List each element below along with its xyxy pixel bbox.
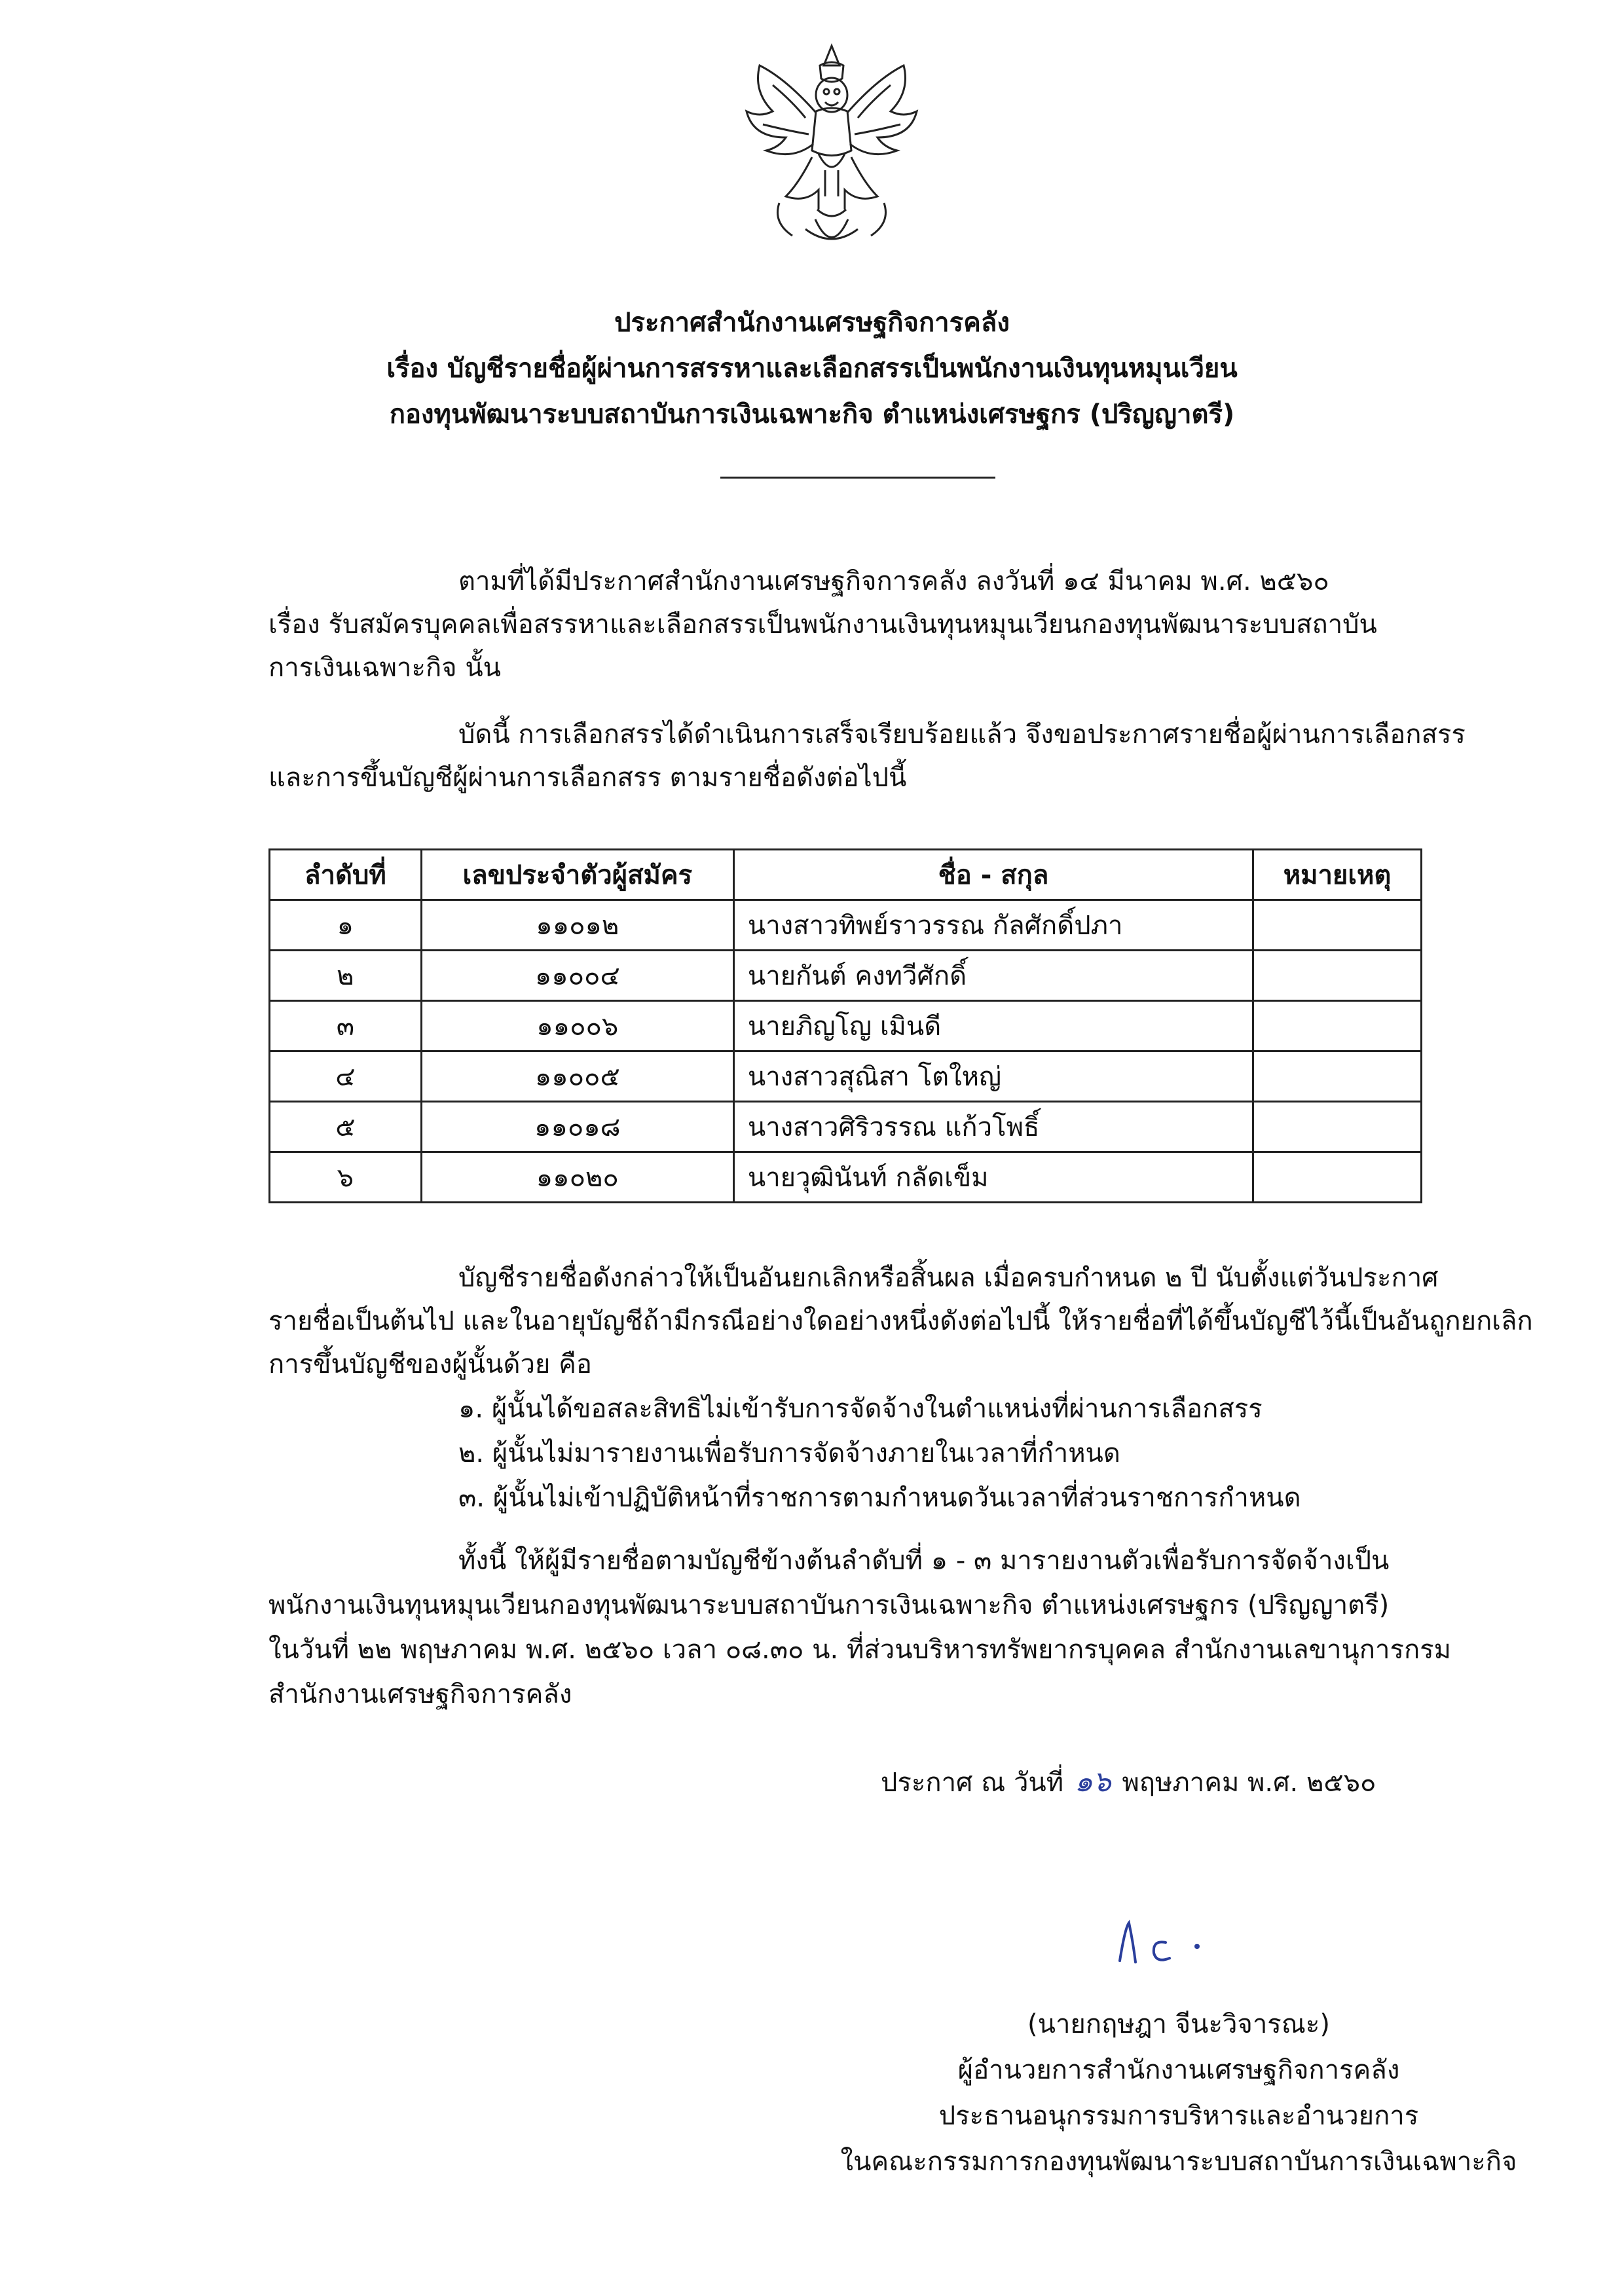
signatory-title-3: ในคณะกรรมการกองทุนพัฒนาระบบสถาบันการเงินเฉพาะกิจ <box>840 2147 1517 2177</box>
table-row <box>270 1152 1422 1203</box>
condition-line-1: บัญชีรายชื่อดังกล่าวให้เป็นอันยกเลิกหรือสิ้นผล เมื่อครบกำหนด ๒ ปี นับตั้งแต่วันประกาศ <box>458 1263 1439 1293</box>
row-remark <box>1253 951 1422 1001</box>
row-full-name: นางสาวทิพย์ราวรรณ กัลศักดิ์ปภา <box>733 900 1253 951</box>
condition-line-2: รายชื่อเป็นต้นไป และในอายุบัญชีถ้ามีกรณีอย่างใดอย่างหนึ่งดังต่อไปนี้ ให้รายชื่อที่ได้ขึ้นบัญชีไว้นี้เป็นอันถูกยกเลิก <box>268 1306 1533 1336</box>
intro-line-2: เรื่อง รับสมัครบุคคลเพื่อสรรหาและเลือกสรรเป็นพนักงานเงินทุนหมุนเวียนกองทุนพัฒนาระบบสถาบัน <box>268 610 1377 640</box>
row-full-name: นายภิญโญ เมินดี <box>733 1001 1253 1051</box>
announce-day: ๑๖ <box>1074 1765 1111 1798</box>
condition-item-1: ๑. ผู้นั้นได้ขอสละสิทธิไม่เข้ารับการจัดจ้างในตำแหน่งที่ผ่านการเลือกสรร <box>458 1394 1263 1424</box>
garuda-emblem-icon <box>733 39 930 255</box>
row-order: ๓ <box>270 1001 422 1051</box>
row-full-name: นายวุฒินันท์ กลัดเข็ม <box>733 1152 1253 1203</box>
condition-item-3: ๓. ผู้นั้นไม่เข้าปฏิบัติหน้าที่ราชการตามกำหนดวันเวลาที่ส่วนราชการกำหนด <box>458 1483 1301 1513</box>
header-order: ลำดับที่ <box>270 850 422 900</box>
row-remark <box>1253 1001 1422 1051</box>
heading-line-2: เรื่อง บัญชีรายชื่อผู้ผ่านการสรรหาและเลือกสรรเป็นพนักงานเงินทุนหมุนเวียน <box>386 354 1238 384</box>
row-remark <box>1253 1152 1422 1203</box>
announce-prefix: ประกาศ ณ วันที่ <box>881 1768 1064 1798</box>
announce-suffix: พฤษภาคม พ.ศ. ๒๕๖๐ <box>1122 1768 1376 1798</box>
table-row <box>270 1051 1422 1102</box>
heading-line-1: ประกาศสำนักงานเศรษฐกิจการคลัง <box>614 308 1010 338</box>
intro-line-5: และการขึ้นบัญชีผู้ผ่านการเลือกสรร ตามรายชื่อดังต่อไปนี้ <box>268 763 907 793</box>
intro-line-4: บัดนี้ การเลือกสรรได้ดำเนินการเสร็จเรียบร้อยแล้ว จึงขอประกาศรายชื่อผู้ผ่านการเลือกสรร <box>458 720 1466 750</box>
signatory-name: (นายกฤษฎา จีนะวิจารณะ) <box>1027 2009 1330 2039</box>
intro-line-1: ตามที่ได้มีประกาศสำนักงานเศรษฐกิจการคลัง ลงวันที่ ๑๔ มีนาคม พ.ศ. ๒๕๖๐ <box>458 566 1329 596</box>
row-order: ๕ <box>270 1102 422 1152</box>
row-full-name: นางสาวศิริวรรณ แก้วโพธิ์ <box>733 1102 1253 1152</box>
row-applicant-id: ๑๑๐๑๘ <box>421 1102 733 1152</box>
table-header-row <box>270 850 1422 900</box>
row-applicant-id: ๑๑๐๐๔ <box>421 951 733 1001</box>
row-applicant-id: ๑๑๐๑๒ <box>421 900 733 951</box>
row-full-name: นายกันต์ คงทวีศักดิ์ <box>733 951 1253 1001</box>
header-full-name: ชื่อ - สกุล <box>733 850 1253 900</box>
table-row <box>270 900 1422 951</box>
row-applicant-id: ๑๑๐๐๕ <box>421 1051 733 1102</box>
row-remark <box>1253 900 1422 951</box>
report-line-4: สำนักงานเศรษฐกิจการคลัง <box>268 1679 572 1709</box>
row-order: ๒ <box>270 951 422 1001</box>
handwritten-signature-icon <box>1113 1915 1205 1974</box>
heading-divider <box>720 477 995 479</box>
table-row <box>270 1001 1422 1051</box>
report-line-3: ในวันที่ ๒๒ พฤษภาคม พ.ศ. ๒๕๖๐ เวลา ๐๘.๓๐ น. ที่ส่วนบริหารทรัพยากรบุคคล สำนักงานเลขานุการกรม <box>268 1635 1452 1665</box>
signatory-title-1: ผู้อำนวยการสำนักงานเศรษฐกิจการคลัง <box>957 2055 1400 2085</box>
results-table <box>268 848 1422 1203</box>
row-order: ๑ <box>270 900 422 951</box>
report-line-2: พนักงานเงินทุนหมุนเวียนกองทุนพัฒนาระบบสถาบันการเงินเฉพาะกิจ ตำแหน่งเศรษฐกร (ปริญญาตรี) <box>268 1590 1390 1620</box>
row-full-name: นางสาวสุณิสา โตใหญ่ <box>733 1051 1253 1102</box>
row-remark <box>1253 1051 1422 1102</box>
condition-item-2: ๒. ผู้นั้นไม่มารายงานเพื่อรับการจัดจ้างภายในเวลาที่กำหนด <box>458 1438 1120 1468</box>
condition-line-3: การขึ้นบัญชีของผู้นั้นด้วย คือ <box>268 1349 592 1379</box>
heading-line-3: กองทุนพัฒนาระบบสถาบันการเงินเฉพาะกิจ ตำแหน่งเศรษฐกร (ปริญญาตรี) <box>389 399 1235 429</box>
header-applicant-id: เลขประจำตัวผู้สมัคร <box>421 850 733 900</box>
table-row <box>270 951 1422 1001</box>
intro-line-3: การเงินเฉพาะกิจ นั้น <box>268 653 501 683</box>
row-applicant-id: ๑๑๐๐๖ <box>421 1001 733 1051</box>
header-remark: หมายเหตุ <box>1253 850 1422 900</box>
signatory-title-2: ประธานอนุกรรมการบริหารและอำนวยการ <box>938 2101 1419 2131</box>
row-order: ๖ <box>270 1152 422 1203</box>
table-row <box>270 1102 1422 1152</box>
row-applicant-id: ๑๑๐๒๐ <box>421 1152 733 1203</box>
row-remark <box>1253 1102 1422 1152</box>
report-line-1: ทั้งนี้ ให้ผู้มีรายชื่อตามบัญชีข้างต้นลำดับที่ ๑ - ๓ มารายงานตัวเพื่อรับการจัดจ้างเป็น <box>458 1546 1390 1576</box>
announce-date <box>881 1761 1376 1804</box>
row-order: ๔ <box>270 1051 422 1102</box>
